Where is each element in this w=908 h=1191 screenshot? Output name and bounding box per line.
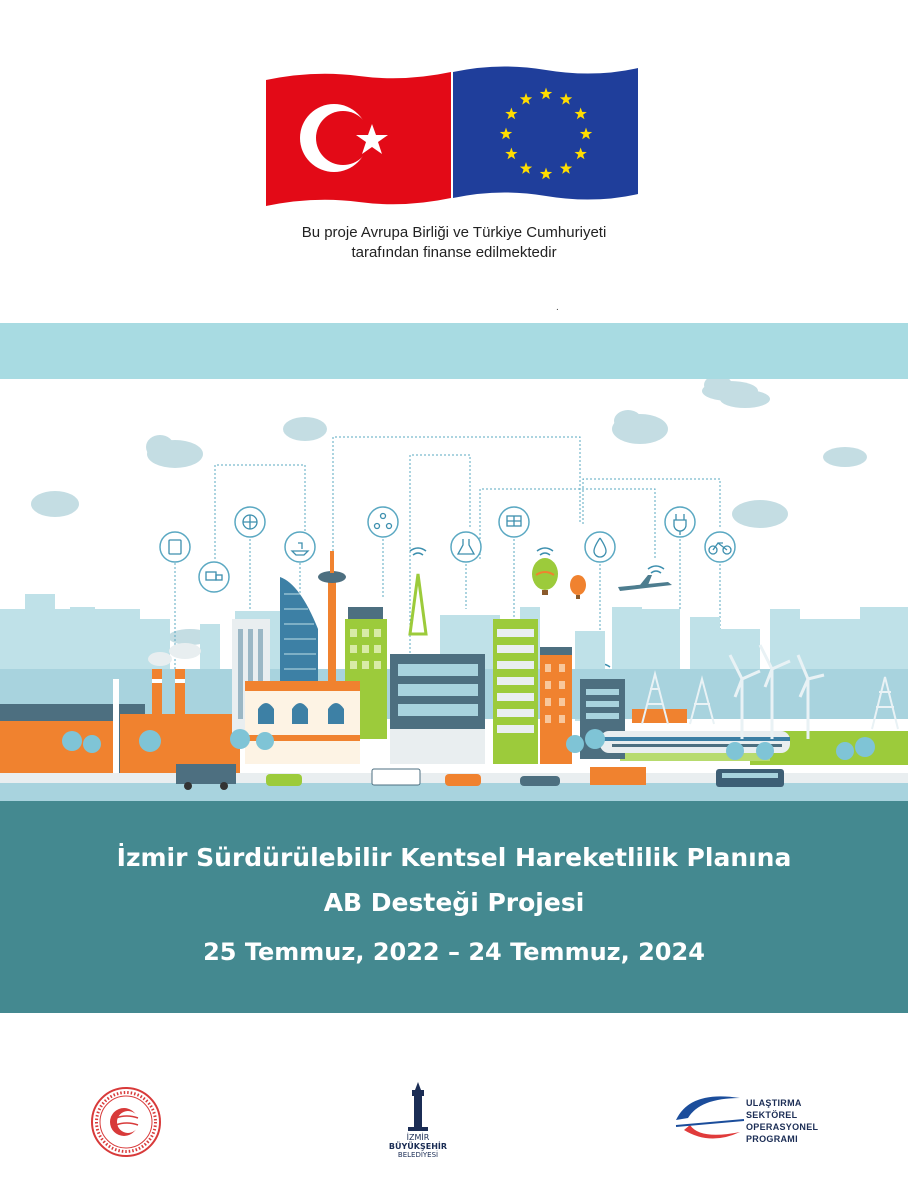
project-title-line2: AB Desteği Projesi	[323, 888, 585, 917]
airplane-icon	[618, 575, 672, 591]
network-people-icon	[368, 507, 398, 537]
izmir-logo-line3: BELEDİYESİ	[397, 1151, 439, 1159]
delivery-truck-icon	[199, 562, 229, 592]
light-blue-band	[0, 323, 908, 379]
funding-text-line1: Bu proje Avrupa Birliği ve Türkiye Cumhuriyeti	[301, 224, 607, 241]
ulastirma-line1: ULAŞTIRMA	[746, 1098, 802, 1108]
project-title-line1: İzmir Sürdürülebilir Kentsel Hareketlilik Planına	[116, 843, 792, 872]
turkey-flag	[266, 72, 451, 206]
ulastirma-line2: SEKTÖREL	[746, 1110, 798, 1120]
ship-icon	[285, 532, 315, 562]
clouds	[31, 379, 867, 645]
izmir-logo-line1: İZMİR	[406, 1133, 430, 1142]
eu-flag	[453, 66, 638, 199]
lab-flask-icon	[451, 532, 481, 562]
izmir-logo-line2: BÜYÜKŞEHİR	[388, 1142, 448, 1151]
ulastirma-line3: OPERASYONEL	[746, 1122, 819, 1132]
title-panel	[0, 801, 908, 1013]
ministry-seal-logo	[92, 1088, 160, 1156]
izmir-clock-tower-logo	[408, 1082, 428, 1131]
flags-logo	[264, 62, 640, 212]
historic-building	[245, 681, 360, 764]
dot-mark: .	[556, 302, 559, 313]
funding-text-line2: tarafından finanse edilmektedir	[351, 244, 557, 261]
smart-city-illustration	[0, 379, 908, 801]
ulastirma-swoosh-logo	[676, 1096, 744, 1138]
recycle-icon	[160, 532, 190, 562]
project-dates: 25 Temmuz, 2022 – 24 Temmuz, 2024	[203, 938, 705, 966]
hot-air-balloon-icon	[532, 558, 586, 599]
ulastirma-line4: PROGRAMI	[746, 1134, 798, 1144]
